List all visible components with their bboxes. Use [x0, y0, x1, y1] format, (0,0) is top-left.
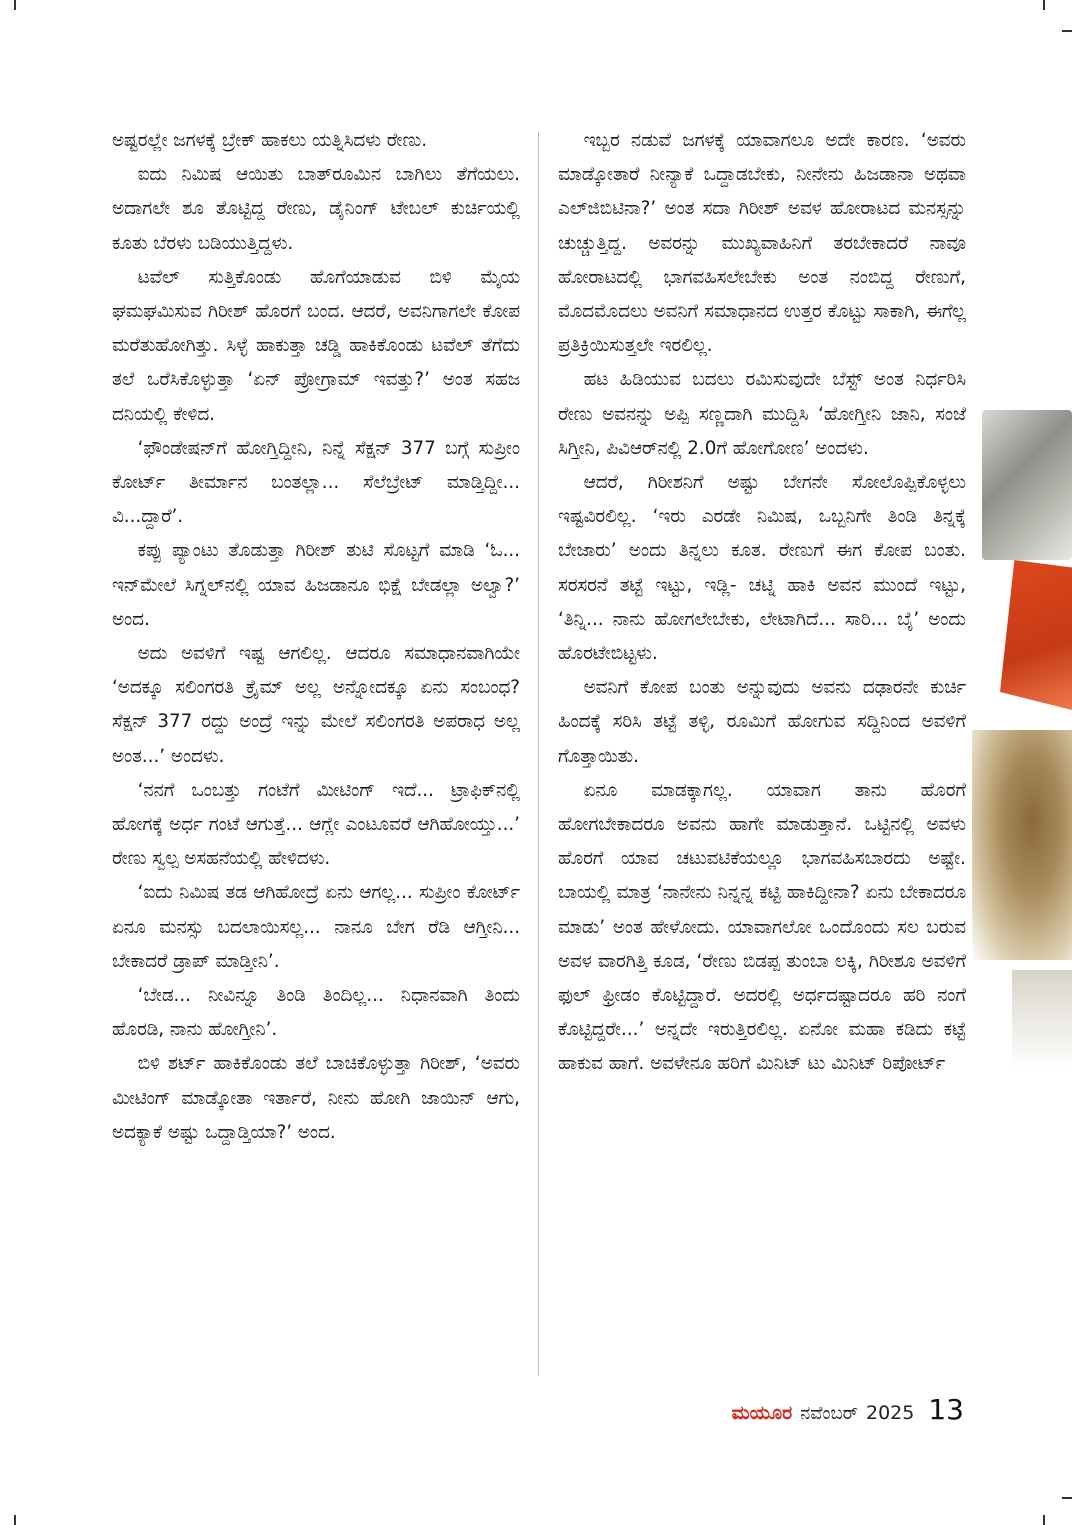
paragraph: ಹಟ ಹಿಡಿಯುವ ಬದಲು ರಮಿಸುವುದೇ ಬೆಸ್ಟ್ ಅಂತ ನಿರ್ಧರಿಸಿ ರೇಣು ಅವನನ್ನು ಅಪ್ಪಿ ಸಣ್ಣದಾಗಿ ಮುದ್ದಿಸಿ ‘ಹೋಗ್ತೀನಿ ಜಾನಿ, ಸಂಜೆ ಸಿಗ್ತೀನಿ, ಪಿವಿಆರ್‌ನಲ್ಲಿ 2.0ಗೆ ಹೋಗೋಣ’ ಅಂದಳು. [558, 369, 966, 459]
illustration-brown-shape [972, 730, 1072, 960]
illustration-light-shape [1012, 970, 1072, 1070]
crop-mark-bottom-right [1043, 1515, 1045, 1525]
paragraph: ಆದರೆ, ಗಿರೀಶನಿಗೆ ಅಷ್ಟು ಬೇಗನೇ ಸೋಲೊಪ್ಪಿಕೊಳ್ಳಲು ಇಷ್ಟವಿರಲಿಲ್ಲ. ‘ಇರು ಎರಡೇ ನಿಮಿಷ, ಒಬ್ಬನಿಗೇ ತಿಂಡಿ ತಿನ್ನಕ್ಕೆ ಬೇಜಾರು’ ಅಂದು ತಿನ್ನಲು ಕೂತ. ರೇಣುಗೆ ಈಗ ಕೋಪ ಬಂತು. ಸರಸರನೆ ತಟ್ಟೆ ಇಟ್ಟು, ಇಡ್ಲಿ- ಚಟ್ನಿ ಹಾಕಿ ಅವನ ಮುಂದೆ ಇಟ್ಟು, ‘ತಿನ್ನಿ... ನಾನು ಹೋಗಲೇಬೇಕು, ಲೇಟಾಗಿದೆ... ಸಾರಿ... ಬೈ’ ಅಂದು ಹೊರಟೇಬಿಟ್ಟಳು. [558, 472, 966, 665]
paragraph: ಇಬ್ಬರ ನಡುವೆ ಜಗಳಕ್ಕೆ ಯಾವಾಗಲೂ ಅದೇ ಕಾರಣ. ‘ಅವರು ಮಾಡ್ಕೋತಾರೆ ನೀನ್ಯಾಕೆ ಒದ್ದಾಡಬೇಕು, ನೀನೇನು ಹಿಜಡಾನಾ ಅಥವಾ ಎಲ್‌ಜಿಬಿಟಿನಾ?’ ಅಂತ ಸದಾ ಗಿರೀಶ್ ಅವಳ ಹೋರಾಟದ ಮನಸ್ಸನ್ನು ಚುಚ್ಚುತ್ತಿದ್ದ. ಅವರನ್ನು ಮುಖ್ಯವಾಹಿನಿಗೆ ತರಬೇಕಾದರೆ ನಾವೂ ಹೋರಾಟದಲ್ಲಿ ಭಾಗವಹಿಸಲೇಬೇಕು ಅಂತ ನಂಬಿದ್ದ ರೇಣುಗೆ, ಮೊದಮೊದಲು ಅವನಿಗೆ ಸಮಾಧಾನದ ಉತ್ತರ ಕೊಟ್ಟು ಸಾಕಾಗಿ, ಈಗೆಲ್ಲ ಪ್ರತಿಕ್ರಿಯಿಸುತ್ತಲೇ ಇರಲಿಲ್ಲ. [558, 130, 966, 357]
page-number: 13 [928, 1393, 964, 1426]
magazine-name: ಮಯೂರ [731, 1402, 793, 1424]
paragraph: ‘ಬೇಡ... ನೀವಿನ್ನೂ ತಿಂಡಿ ತಿಂದಿಲ್ಲ... ನಿಧಾನವಾಗಿ ತಿಂದು ಹೊರಡಿ, ನಾನು ಹೋಗ್ತೀನಿ’. [112, 985, 520, 1041]
illustration-red-shape [1000, 560, 1072, 710]
crop-mark-bottom-left [14, 1515, 16, 1525]
paragraph: ಅವನಿಗೆ ಕೋಪ ಬಂತು ಅನ್ನುವುದು ಅವನು ದಢಾರನೇ ಕುರ್ಚಿ ಹಿಂದಕ್ಕೆ ಸರಿಸಿ ತಟ್ಟೆ ತಳ್ಳಿ, ರೂಮಿಗೆ ಹೋಗುವ ಸದ್ದಿನಿಂದ ಅವಳಿಗೆ ಗೊತ್ತಾಯಿತು. [558, 677, 966, 767]
crop-mark-top-left [14, 0, 16, 10]
paragraph: ಬಿಳಿ ಶರ್ಟ್ ಹಾಕಿಕೊಂಡು ತಲೆ ಬಾಚಿಕೊಳ್ಳುತ್ತಾ ಗಿರೀಶ್, ‘ಅವರು ಮೀಟಿಂಗ್ ಮಾಡ್ಕೋತಾ ಇರ್ತಾರೆ, ನೀನು ಹೋಗಿ ಜಾಯಿನ್ ಆಗು, ಅದಕ್ಯಾಕೆ ಅಷ್ಟು ಒದ್ದಾಡ್ತಿಯಾ?’ ಅಂದ. [112, 1053, 520, 1143]
paragraph: ಟವೆಲ್ ಸುತ್ತಿಕೊಂಡು ಹೊಗೆಯಾಡುವ ಬಿಳಿ ಮೈಯ ಘಮಘಮಿಸುವ ಗಿರೀಶ್ ಹೊರಗೆ ಬಂದ. ಆದರೆ, ಅವನಿಗಾಗಲೇ ಕೋಪ ಮರೆತುಹೋಗಿತ್ತು. ಸಿಳ್ಳೆ ಹಾಕುತ್ತಾ ಚಡ್ಡಿ ಹಾಕಿಕೊಂಡು ಟವೆಲ್ ತೆಗೆದು ತಲೆ ಒರೆಸಿಕೊಳ್ಳುತ್ತಾ ‘ಏನ್ ಪ್ರೋಗ್ರಾಮ್ ಇವತ್ತು?’ ಅಂತ ಸಹಜ ದನಿಯಲ್ಲಿ ಕೇಳಿದ. [112, 266, 520, 425]
page-footer [732, 1393, 964, 1426]
paragraph: ‘ಫೌಂಡೇಷನ್‌ಗೆ ಹೋಗ್ತಿದ್ದೀನಿ, ನಿನ್ನೆ ಸೆಕ್ಷನ್ 377 ಬಗ್ಗೆ ಸುಪ್ರೀಂ ಕೋರ್ಟ್ ತೀರ್ಮಾನ ಬಂತಲ್ಲಾ... ಸೆಲೆಬ್ರೇಟ್ ಮಾಡ್ತಿದ್ದೀ... ವಿ...ದ್ದಾರೆ’. [112, 437, 520, 528]
crop-mark-right-upper [1062, 30, 1072, 32]
paragraph: ಐದು ನಿಮಿಷ ಆಯಿತು ಬಾತ್‌ರೂಮಿನ ಬಾಗಿಲು ತೆಗೆಯಲು. ಅದಾಗಲೇ ಶೂ ತೊಟ್ಟಿದ್ದ ರೇಣು, ಡೈನಿಂಗ್ ಟೇಬಲ್ ಕುರ್ಚಿಯಲ್ಲಿ ಕೂತು ಬೆರಳು ಬಡಿಯುತ್ತಿದ್ದಳು. [112, 164, 520, 254]
column-divider [538, 132, 539, 1376]
issue-month: ನವೆಂಬರ್ [800, 1403, 858, 1424]
crop-mark-right-lower [1062, 1497, 1072, 1499]
paragraph: ‘ಐದು ನಿಮಿಷ ತಡ ಆಗಿಹೋದ್ರೆ ಏನು ಆಗಲ್ಲ... ಸುಪ್ರೀಂ ಕೋರ್ಟ್ ಏನೂ ಮನಸ್ಸು ಬದಲಾಯಿಸಲ್ಲ... ನಾನೂ ಬೇಗ ರೆಡಿ ಆಗ್ತೀನಿ... ಬೇಕಾದರೆ ಡ್ರಾಪ್ ಮಾಡ್ತೀನಿ’. [112, 882, 520, 972]
illustration-fragment [972, 410, 1072, 1070]
illustration-grey-shape [982, 410, 1072, 560]
right-text-column [558, 124, 966, 1082]
paragraph: ‘ನನಗೆ ಒಂಬತ್ತು ಗಂಟೆಗೆ ಮೀಟಿಂಗ್ ಇದೆ... ಟ್ರಾಫಿಕ್‌ನಲ್ಲಿ ಹೋಗಕ್ಕೆ ಅರ್ಧ ಗಂಟೆ ಆಗುತ್ತೆ... ಆಗ್ಲೇ ಎಂಟೂವರೆ ಆಗಿಹೋಯ್ತು...’ ರೇಣು ಸ್ವಲ್ಪ ಅಸಹನೆಯಲ್ಲಿ ಹೇಳಿದಳು. [112, 779, 520, 870]
crop-mark-top-right [1043, 0, 1045, 10]
issue-year: 2025 [866, 1402, 915, 1424]
paragraph: ಏನೂ ಮಾಡಕ್ಕಾಗಲ್ಲ. ಯಾವಾಗ ತಾನು ಹೊರಗೆ ಹೋಗಬೇಕಾದರೂ ಅವನು ಹಾಗೇ ಮಾಡುತ್ತಾನೆ. ಒಟ್ಟಿನಲ್ಲಿ ಅವಳು ಹೊರಗೆ ಯಾವ ಚಟುವಟಿಕೆಯಲ್ಲೂ ಭಾಗವಹಿಸಬಾರದು ಅಷ್ಟೇ. ಬಾಯಲ್ಲಿ ಮಾತ್ರ ‘ನಾನೇನು ನಿನ್ನನ್ನ ಕಟ್ಟಿ ಹಾಕಿದ್ದೀನಾ? ಏನು ಬೇಕಾದರೂ ಮಾಡು’ ಅಂತ ಹೇಳೋದು. ಯಾವಾಗಲೋ ಒಂದೊಂದು ಸಲ ಬರುವ ಅವಳ ವಾರಗಿತ್ತಿ ಕೂಡ, ‘ರೇಣು ಬಿಡಪ್ಪ ತುಂಬಾ ಲಕ್ಕಿ, ಗಿರೀಶೂ ಅವಳಿಗೆ ಫುಲ್ ಫ್ರೀಡಂ ಕೊಟ್ಟಿದ್ದಾರೆ. ಅದರಲ್ಲಿ ಅರ್ಧದಷ್ಟಾದರೂ ಹರಿ ನಂಗೆ ಕೊಟ್ಟಿದ್ದರೇ...’ ಅನ್ನದೇ ಇರುತ್ತಿರಲಿಲ್ಲ. ಏನೋ ಮಹಾ ಕಡಿದು ಕಟ್ಟೆ ಹಾಕುವ ಹಾಗೆ. ಅವಳೇನೂ ಹರಿಗೆ ಮಿನಿಟ್ ಟು ಮಿನಿಟ್ ರಿಪೋರ್ಟ್ [558, 779, 966, 1075]
paragraph: ಕಪ್ಪು ಪ್ಯಾಂಟು ತೊಡುತ್ತಾ ಗಿರೀಶ್ ತುಟಿ ಸೊಟ್ಟಗೆ ಮಾಡಿ ‘ಓ... ಇನ್‌ಮೇಲೆ ಸಿಗ್ನಲ್‌ನಲ್ಲಿ ಯಾವ ಹಿಜಡಾನೂ ಭಿಕ್ಷೆ ಬೇಡಲ್ಲಾ ಅಲ್ವಾ?’ ಅಂದ. [112, 540, 520, 630]
paragraph: ಅದು ಅವಳಿಗೆ ಇಷ್ಟ ಆಗಲಿಲ್ಲ. ಆದರೂ ಸಮಾಧಾನವಾಗಿಯೇ ‘ಅದಕ್ಕೂ ಸಲಿಂಗರತಿ ಕ್ರೈಮ್ ಅಲ್ಲ ಅನ್ನೋದಕ್ಕೂ ಏನು ಸಂಬಂಧ? ಸೆಕ್ಷನ್ 377 ರದ್ದು ಅಂದ್ರೆ ಇನ್ನು ಮೇಲೆ ಸಲಿಂಗರತಿ ಅಪರಾಧ ಅಲ್ಲ ಅಂತ...’ ಅಂದಳು. [112, 643, 520, 767]
paragraph: ಅಷ್ಟರಲ್ಲೇ ಜಗಳಕ್ಕೆ ಬ್ರೇಕ್ ಹಾಕಲು ಯತ್ನಿಸಿದಳು ರೇಣು. [112, 130, 428, 151]
left-text-column [112, 124, 520, 1150]
